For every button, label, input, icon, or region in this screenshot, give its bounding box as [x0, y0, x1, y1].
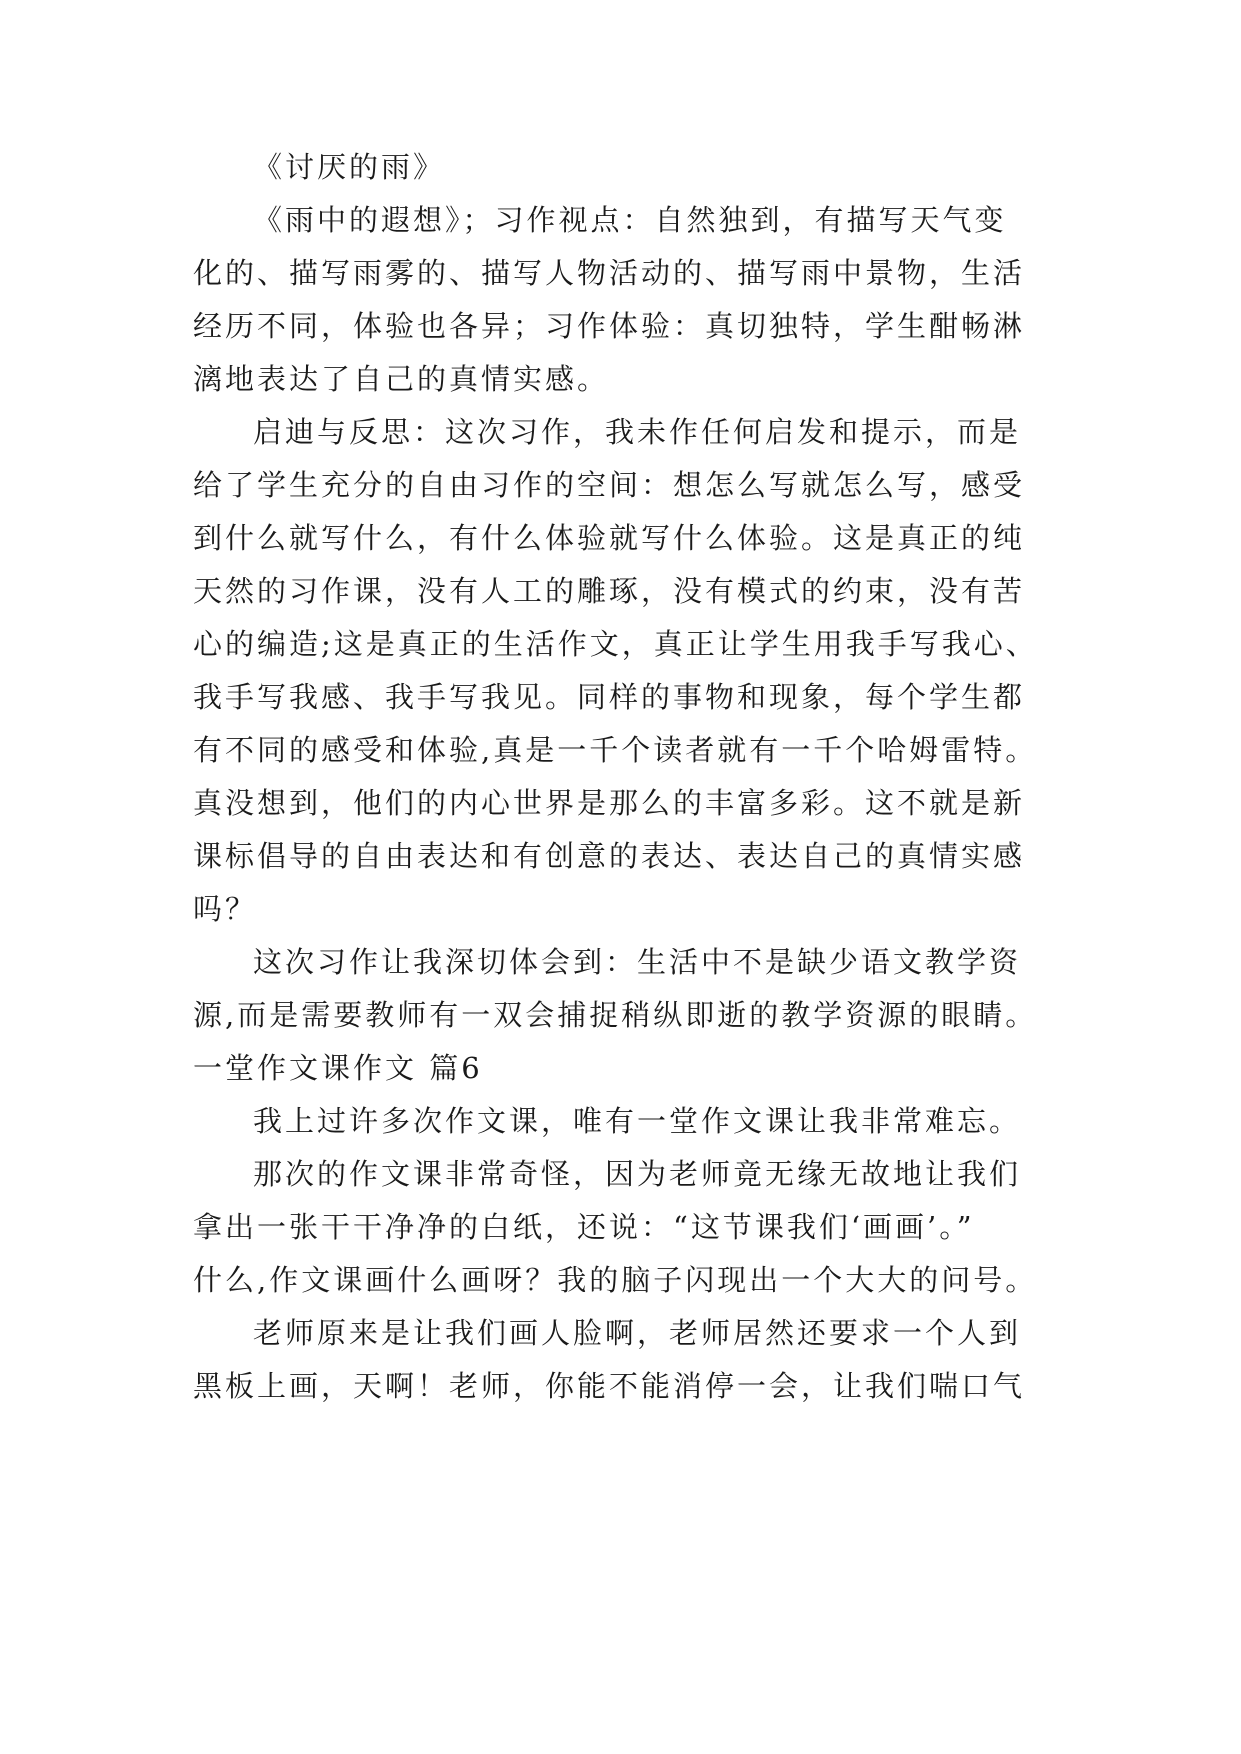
paragraph-line: 黑板上画，天啊！老师，你能不能消停一会，让我们喘口气	[193, 1369, 1026, 1403]
paragraph-line: 有不同的感受和体验,真是一千个读者就有一千个哈姆雷特。	[193, 733, 1038, 767]
paragraph-line: 源,而是需要教师有一双会捕捉稍纵即逝的教学资源的眼睛。	[193, 998, 1038, 1032]
paragraph-line: 《讨厌的雨》	[253, 150, 446, 184]
paragraph-line: 老师原来是让我们画人脸啊，老师居然还要求一个人到	[253, 1316, 1022, 1350]
paragraph-line: 我手写我感、我手写我见。同样的事物和现象，每个学生都	[193, 680, 1026, 714]
paragraph-line: 课标倡导的自由表达和有创意的表达、表达自己的真情实感	[193, 839, 1026, 873]
paragraph-line: 我上过许多次作文课，唯有一堂作文课让我非常难忘。	[253, 1104, 1022, 1138]
paragraph-line: 《雨中的遐想》；习作视点：自然独到，有描写天气变	[253, 203, 1007, 237]
paragraph-line: 吗？	[193, 892, 258, 926]
paragraph-line: 心的编造;这是真正的生活作文，真正让学生用我手写我心、	[193, 627, 1038, 661]
paragraph-line: 经历不同，体验也各异；习作体验：真切独特，学生酣畅淋	[193, 309, 1026, 343]
paragraph-line: 化的、描写雨雾的、描写人物活动的、描写雨中景物，生活	[193, 256, 1026, 290]
paragraph-line: 什么,作文课画什么画呀？我的脑子闪现出一个大大的问号。	[193, 1263, 1038, 1297]
paragraph-line: 那次的作文课非常奇怪，因为老师竟无缘无故地让我们	[253, 1157, 1022, 1191]
paragraph-line: 天然的习作课，没有人工的雕琢，没有模式的约束，没有苦	[193, 574, 1026, 608]
paragraph-line: 这次习作让我深切体会到：生活中不是缺少语文教学资	[253, 945, 1022, 979]
paragraph-line: 拿出一张干干净净的白纸，还说：“这节课我们‘画画’。”	[193, 1210, 975, 1244]
paragraph-line: 漓地表达了自己的真情实感。	[193, 362, 610, 396]
section-heading: 一堂作文课作文 篇6	[193, 1051, 483, 1085]
paragraph-line: 启迪与反思：这次习作，我未作任何启发和提示，而是	[253, 415, 1022, 449]
paragraph-line: 给了学生充分的自由习作的空间：想怎么写就怎么写，感受	[193, 468, 1026, 502]
paragraph-line: 真没想到，他们的内心世界是那么的丰富多彩。这不就是新	[193, 786, 1026, 820]
paragraph-line: 到什么就写什么，有什么体验就写什么体验。这是真正的纯	[193, 521, 1026, 555]
